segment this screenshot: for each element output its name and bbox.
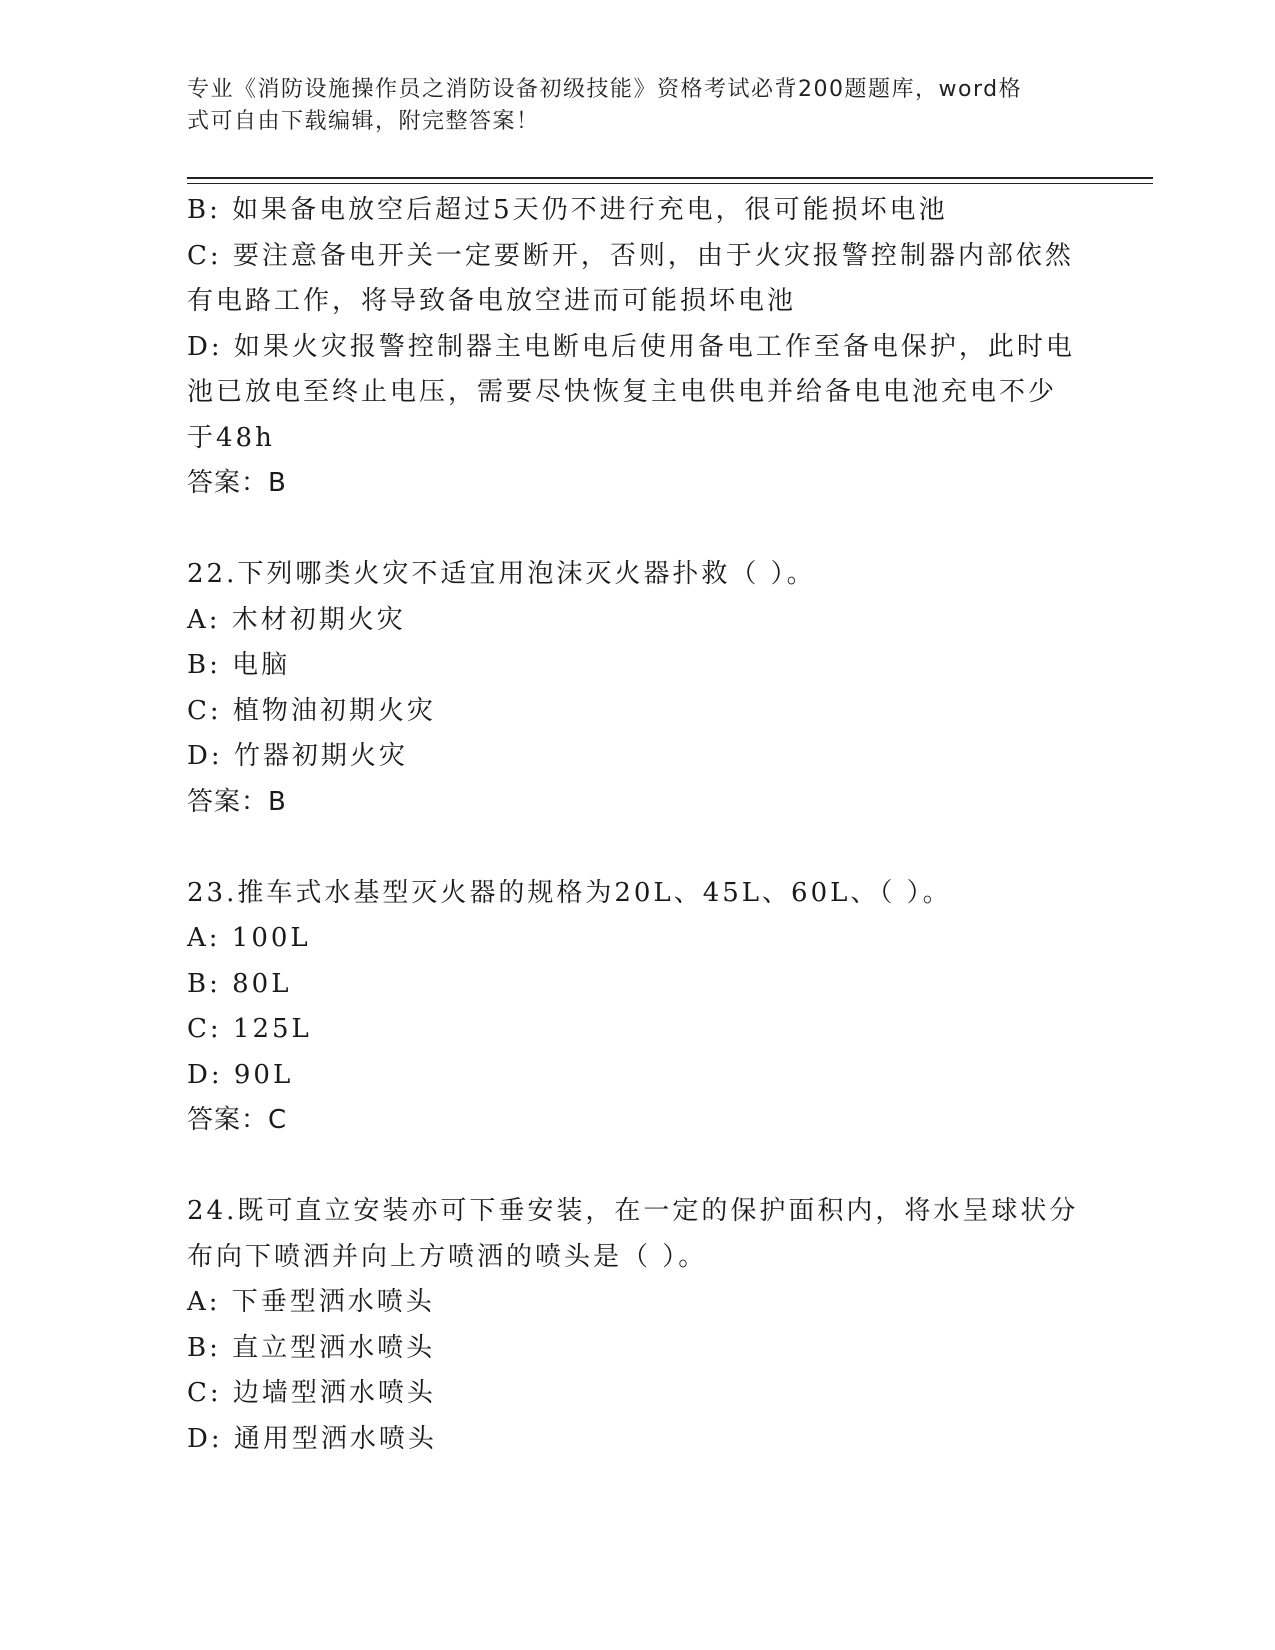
question-23 bbox=[187, 871, 1087, 1144]
header-line-2: 式可自由下载编辑，附完整答案！ bbox=[187, 109, 540, 134]
page-header bbox=[187, 74, 1087, 138]
q24-option-b: B: 直立型洒水喷头 bbox=[187, 1332, 436, 1363]
question-22 bbox=[187, 552, 1087, 825]
spacer bbox=[187, 825, 1087, 871]
q23-option-b: B: 80L bbox=[187, 968, 292, 999]
prev-option-c-line-1: C: 要注意备电开关一定要断开，否则，由于火灾报警控制器内部依然 bbox=[187, 240, 1074, 271]
q23-stem: 23.推车式水基型灭火器的规格为20L、45L、60L、（ ）。 bbox=[187, 877, 952, 908]
spacer bbox=[187, 507, 1087, 553]
q23-option-a: A: 100L bbox=[187, 923, 311, 953]
q24-option-c: C: 边墙型洒水喷头 bbox=[187, 1378, 436, 1408]
q24-option-a: A: 下垂型洒水喷头 bbox=[187, 1287, 435, 1317]
prev-option-d-line-1: D: 如果火灾报警控制器主电断电后使用备电工作至备电保护，此时电 bbox=[187, 331, 1075, 362]
prev-option-d-line-3: 于48h bbox=[187, 422, 275, 453]
q22-option-c: C: 植物油初期火灾 bbox=[187, 695, 436, 726]
q22-option-b: B: 电脑 bbox=[187, 650, 291, 680]
header-divider-thin bbox=[187, 183, 1153, 184]
q22-answer: 答案：B bbox=[187, 786, 287, 817]
q22-option-a: A: 木材初期火灾 bbox=[187, 604, 406, 635]
prev-question-block bbox=[187, 188, 1087, 507]
q24-option-d: D: 通用型洒水喷头 bbox=[187, 1423, 437, 1454]
q22-option-d: D: 竹器初期火灾 bbox=[187, 741, 408, 771]
prev-option-b: B: 如果备电放空后超过5天仍不进行充电，很可能损坏电池 bbox=[187, 195, 948, 225]
q22-stem: 22.下列哪类火灾不适宜用泡沫灭火器扑救（ ）。 bbox=[187, 559, 816, 589]
prev-answer: 答案：B bbox=[187, 468, 287, 498]
q23-answer: 答案：C bbox=[187, 1105, 288, 1135]
prev-option-d-line-2: 池已放电至终止电压，需要尽快恢复主电供电并给备电电池充电不少 bbox=[187, 377, 1058, 407]
prev-option-c-line-2: 有电路工作，将导致备电放空进而可能损坏电池 bbox=[187, 286, 797, 316]
q23-option-c: C: 125L bbox=[187, 1014, 312, 1044]
q24-stem-line-1: 24.既可直立安装亦可下垂安装，在一定的保护面积内，将水呈球状分 bbox=[187, 1196, 1079, 1226]
spacer bbox=[187, 1144, 1087, 1190]
header-line-1: 专业《消防设施操作员之消防设备初级技能》资格考试必背200题题库，word格 bbox=[187, 77, 1023, 102]
question-24 bbox=[187, 1189, 1087, 1462]
question-content bbox=[187, 188, 1087, 1462]
header-divider-thick bbox=[187, 177, 1153, 179]
q23-option-d: D: 90L bbox=[187, 1059, 294, 1090]
q24-stem-line-2: 布向下喷洒并向上方喷洒的喷头是（ ）。 bbox=[187, 1241, 708, 1272]
